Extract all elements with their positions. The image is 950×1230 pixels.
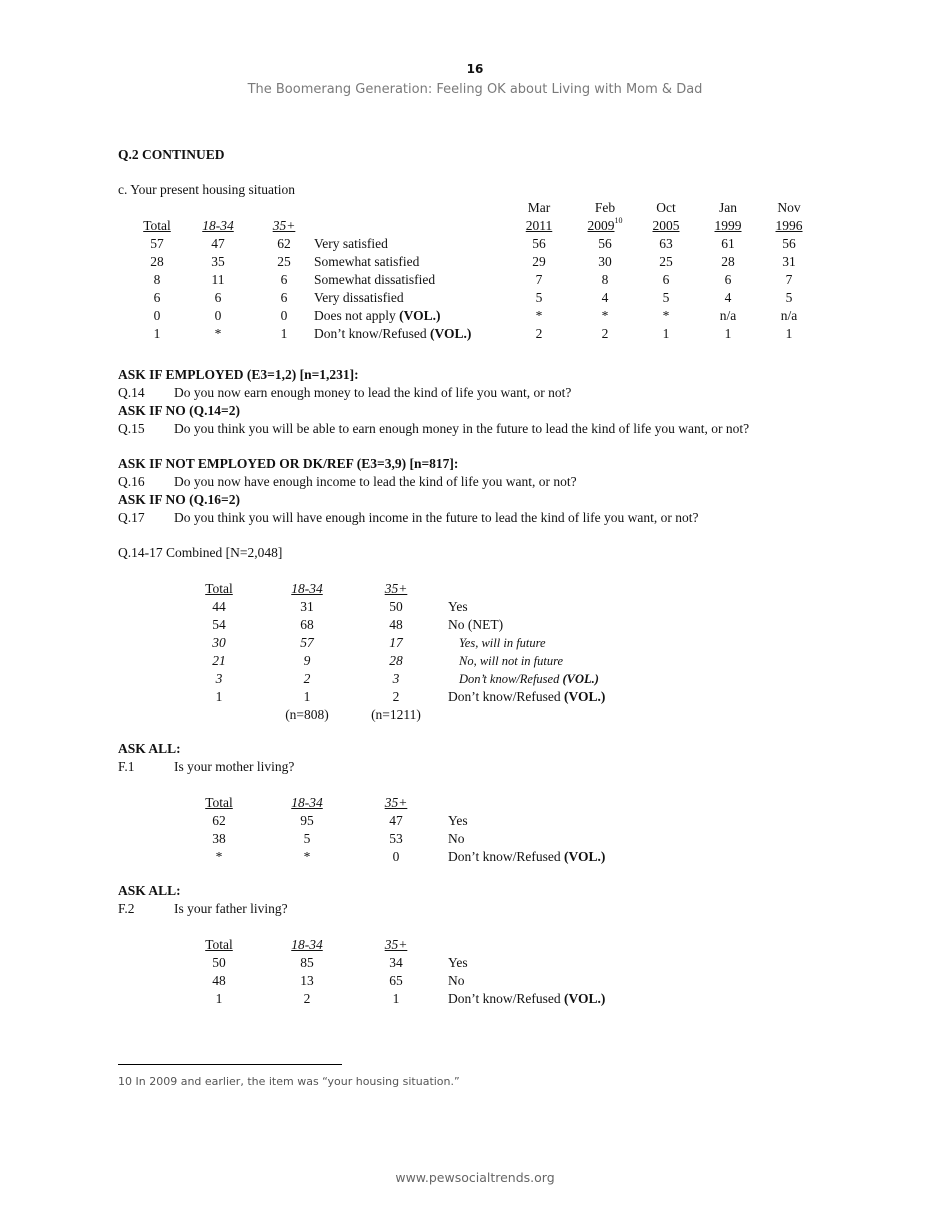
value-18-34: 2	[303, 991, 311, 1006]
trend-value: *	[535, 308, 543, 323]
row-label-text: Somewhat dissatisfied	[314, 272, 436, 287]
spacer	[426, 848, 448, 866]
f1-number: F.1	[118, 759, 135, 774]
spacer	[426, 972, 448, 990]
vol-marker: (VOL.)	[564, 689, 606, 704]
value-total: 3	[215, 671, 223, 686]
row-label	[314, 253, 508, 271]
trend-value: 5	[535, 290, 543, 305]
f2-text: Is your father living?	[174, 901, 288, 916]
trend-value: 61	[721, 236, 735, 251]
table-row	[190, 972, 638, 990]
row-label-text: Yes, will in future	[459, 636, 546, 650]
value-total: 28	[150, 254, 164, 269]
table-row	[132, 307, 814, 325]
spacer	[426, 812, 448, 830]
f2-table	[190, 936, 638, 1008]
col-top: Jan	[719, 200, 737, 215]
value-total: 6	[153, 290, 161, 305]
header-18-34: 18-34	[291, 937, 323, 952]
table-row	[132, 235, 814, 253]
header-total: Total	[205, 581, 233, 596]
page-number: 16	[466, 62, 484, 76]
value-35-plus: 2	[392, 689, 400, 704]
trend-value: *	[662, 308, 670, 323]
f1-header-row	[190, 794, 638, 812]
value-18-34: 95	[300, 813, 314, 828]
value-18-34: 35	[211, 254, 225, 269]
trend-value: 1	[724, 326, 732, 341]
trend-value: 6	[662, 272, 670, 287]
row-label-text: No	[448, 973, 465, 988]
trend-value: 29	[532, 254, 546, 269]
value-18-34: 6	[214, 290, 222, 305]
q2c-table	[132, 199, 814, 343]
value-35-plus: 6	[280, 272, 288, 287]
row-label	[314, 289, 508, 307]
spacer	[426, 670, 448, 688]
row-label-text: Don’t know/Refused	[459, 672, 563, 686]
trend-value: 2	[535, 326, 543, 341]
header-18-34: 18-34	[291, 795, 323, 810]
row-label	[314, 235, 508, 253]
row-label-text: Very satisfied	[314, 236, 388, 251]
f1-rows	[190, 812, 638, 866]
q16-text: Do you now have enough income to lead the kind of life you want, or not?	[174, 474, 577, 489]
combined-table	[190, 580, 638, 724]
vol-marker: (VOL.)	[562, 672, 599, 686]
f2-header-row	[190, 936, 638, 954]
row-label-text: Don’t know/Refused	[448, 849, 564, 864]
spacer	[426, 598, 448, 616]
table-row	[190, 670, 638, 688]
spacer	[426, 634, 448, 652]
row-label	[448, 634, 638, 652]
trend-value: 1	[662, 326, 670, 341]
row-label-text: Very dissatisfied	[314, 290, 404, 305]
table-row	[190, 954, 638, 972]
value-35-plus: 65	[389, 973, 403, 988]
row-label-text: Does not apply	[314, 308, 400, 323]
trend-value: 2	[601, 326, 609, 341]
row-label	[314, 325, 508, 343]
col-bottom: 2009	[587, 218, 615, 233]
trend-value: 1	[785, 326, 793, 341]
value-18-34: *	[214, 326, 222, 341]
table-row	[190, 598, 638, 616]
row-label-text: No	[448, 831, 465, 846]
f2	[118, 901, 288, 917]
trend-value: 56	[598, 236, 612, 251]
q14-number: Q.14	[118, 385, 145, 400]
q2c-year-row	[132, 199, 814, 217]
vol-marker: (VOL.)	[399, 308, 441, 323]
row-label	[314, 307, 508, 325]
trend-value: 63	[659, 236, 673, 251]
header-total: Total	[143, 218, 171, 233]
value-18-34: 5	[303, 831, 311, 846]
spacer	[426, 652, 448, 670]
q17-number: Q.17	[118, 510, 145, 525]
value-35-plus: 1	[280, 326, 288, 341]
value-35-plus: 62	[277, 236, 291, 251]
header-18-34: 18-34	[202, 218, 234, 233]
vol-marker: (VOL.)	[564, 991, 606, 1006]
col-top: Feb	[594, 200, 616, 215]
row-label	[448, 652, 638, 670]
table-row	[190, 848, 638, 866]
trend-value: 7	[785, 272, 793, 287]
ask-all-f1: ASK ALL:	[118, 741, 181, 756]
value-18-34: 31	[300, 599, 314, 614]
value-35-plus: 28	[389, 653, 403, 668]
header-total: Total	[205, 937, 233, 952]
ask-employed: ASK IF EMPLOYED (E3=1,2) [n=1,231]:	[118, 367, 359, 382]
table-row	[190, 652, 638, 670]
table-row	[132, 271, 814, 289]
value-18-34: 1	[303, 689, 311, 704]
value-total: 44	[212, 599, 226, 614]
col-top: Nov	[777, 200, 801, 215]
trend-value: 30	[598, 254, 612, 269]
trend-value: 56	[532, 236, 546, 251]
value-18-34: 13	[300, 973, 314, 988]
value-total: 62	[212, 813, 226, 828]
trend-value: 5	[662, 290, 670, 305]
q16-number: Q.16	[118, 474, 145, 489]
f2-rows	[190, 954, 638, 1008]
value-35-plus: 47	[389, 813, 403, 828]
q16	[118, 474, 577, 490]
q17	[118, 510, 699, 526]
row-label-text: Don’t know/Refused	[448, 689, 564, 704]
value-18-34: 0	[214, 308, 222, 323]
ask-all-f2: ASK ALL:	[118, 883, 181, 898]
value-total: 30	[212, 635, 226, 650]
q2c-header-row	[132, 217, 814, 235]
value-35-plus: 34	[389, 955, 403, 970]
value-35-plus: 53	[389, 831, 403, 846]
q14-text: Do you now earn enough money to lead the kind of life you want, or not?	[174, 385, 572, 400]
q15-number: Q.15	[118, 421, 145, 436]
row-label-text: Yes	[448, 599, 468, 614]
value-35-plus: 17	[389, 635, 403, 650]
f1-text: Is your mother living?	[174, 759, 295, 774]
value-35-plus: 50	[389, 599, 403, 614]
row-label	[448, 830, 638, 848]
trend-value: n/a	[780, 308, 798, 323]
value-18-34: 11	[211, 272, 225, 287]
col-bottom: 1996	[775, 218, 803, 233]
table-row	[190, 688, 638, 706]
col-bottom: 1999	[714, 218, 742, 233]
q15	[118, 421, 749, 437]
f1	[118, 759, 294, 775]
combined-label: Q.14-17 Combined [N=2,048]	[118, 545, 283, 560]
value-total: 54	[212, 617, 226, 632]
row-label-text: Don’t know/Refused	[314, 326, 430, 341]
n-18-34: (n=808)	[285, 707, 329, 722]
trend-value: n/a	[719, 308, 737, 323]
trend-value: 6	[724, 272, 732, 287]
header-total: Total	[205, 795, 233, 810]
q14	[118, 385, 571, 401]
f1-table	[190, 794, 638, 866]
ask-no-q16: ASK IF NO (Q.16=2)	[118, 492, 240, 507]
value-total: 1	[215, 991, 223, 1006]
combined-n-row	[190, 706, 638, 724]
spacer	[426, 954, 448, 972]
combined-header-row	[190, 580, 638, 598]
trend-value: 28	[721, 254, 735, 269]
value-total: 38	[212, 831, 226, 846]
value-18-34: 85	[300, 955, 314, 970]
row-label	[448, 616, 638, 634]
spacer	[426, 990, 448, 1008]
report-title: The Boomerang Generation: Feeling OK about Living with Mom & Dad	[247, 82, 703, 97]
trend-value: 31	[782, 254, 796, 269]
footnote	[118, 1075, 460, 1088]
spacer	[426, 830, 448, 848]
value-35-plus: 48	[389, 617, 403, 632]
value-total: 8	[153, 272, 161, 287]
value-35-plus: 0	[392, 849, 400, 864]
table-row	[190, 990, 638, 1008]
row-label	[448, 812, 638, 830]
row-label	[448, 688, 638, 706]
row-label	[448, 954, 638, 972]
table-row	[190, 812, 638, 830]
combined-rows	[190, 598, 638, 706]
value-35-plus: 3	[392, 671, 400, 686]
footnote-number: 10	[118, 1075, 132, 1088]
value-total: 50	[212, 955, 226, 970]
row-label	[448, 848, 638, 866]
row-label	[448, 598, 638, 616]
value-total: 0	[153, 308, 161, 323]
footnote-text: In 2009 and earlier, the item was “your housing situation.”	[132, 1075, 460, 1088]
row-label	[448, 972, 638, 990]
header-35-plus: 35+	[384, 581, 408, 596]
table-row	[190, 616, 638, 634]
value-35-plus: 25	[277, 254, 291, 269]
spacer	[426, 616, 448, 634]
f2-number: F.2	[118, 901, 135, 916]
col-top: Mar	[527, 200, 551, 215]
value-total: 1	[215, 689, 223, 704]
row-label-text: Don’t know/Refused	[448, 991, 564, 1006]
trend-value: 56	[782, 236, 796, 251]
table-row	[132, 253, 814, 271]
value-35-plus: 0	[280, 308, 288, 323]
trend-value: *	[601, 308, 609, 323]
row-label	[448, 990, 638, 1008]
col-bottom: 2005	[652, 218, 680, 233]
value-35-plus: 6	[280, 290, 288, 305]
table-row	[190, 830, 638, 848]
value-total: 57	[150, 236, 164, 251]
q2c-label: c. Your present housing situation	[118, 182, 295, 197]
trend-value: 25	[659, 254, 673, 269]
footnote-divider	[118, 1064, 342, 1065]
vol-marker: (VOL.)	[564, 849, 606, 864]
q2c-rows	[132, 235, 814, 343]
footer-url[interactable]: www.pewsocialtrends.org	[395, 1170, 555, 1185]
spacer	[426, 688, 448, 706]
value-18-34: 68	[300, 617, 314, 632]
col-top: Oct	[656, 200, 676, 215]
row-label-text: No (NET)	[448, 617, 504, 632]
trend-value: 7	[535, 272, 543, 287]
header-35-plus: 35+	[384, 795, 408, 810]
value-total: 1	[153, 326, 161, 341]
footnote-ref: 10	[614, 216, 623, 225]
row-label-text: Somewhat satisfied	[314, 254, 420, 269]
value-18-34: 9	[303, 653, 311, 668]
value-35-plus: 1	[392, 991, 400, 1006]
header-35-plus: 35+	[384, 937, 408, 952]
section-title: Q.2 CONTINUED	[118, 147, 225, 162]
value-total: 21	[212, 653, 226, 668]
n-35-plus: (n=1211)	[371, 707, 421, 722]
value-total: *	[215, 849, 223, 864]
trend-value: 5	[785, 290, 793, 305]
value-18-34: 47	[211, 236, 225, 251]
row-label-text: No, will not in future	[459, 654, 564, 668]
trend-value: 4	[601, 290, 609, 305]
row-label-text: Yes	[448, 813, 468, 828]
row-label-text: Yes	[448, 955, 468, 970]
ask-not-employed: ASK IF NOT EMPLOYED OR DK/REF (E3=3,9) [n=817]:	[118, 456, 459, 471]
q17-text: Do you think you will have enough income in the future to lead the kind of life you want, or not?	[174, 510, 699, 525]
ask-no-q14: ASK IF NO (Q.14=2)	[118, 403, 240, 418]
trend-value: 8	[601, 272, 609, 287]
table-row	[190, 634, 638, 652]
vol-marker: (VOL.)	[430, 326, 472, 341]
q15-text: Do you think you will be able to earn enough money in the future to lead the kind of life you want, or not?	[174, 421, 750, 436]
header-35-plus: 35+	[272, 218, 296, 233]
col-bottom: 2011	[525, 218, 553, 233]
table-row	[132, 325, 814, 343]
trend-value: 4	[724, 290, 732, 305]
value-18-34: *	[303, 849, 311, 864]
row-label	[448, 670, 638, 688]
value-18-34: 2	[303, 671, 311, 686]
table-row	[132, 289, 814, 307]
row-label	[314, 271, 508, 289]
header-18-34: 18-34	[291, 581, 323, 596]
value-total: 48	[212, 973, 226, 988]
value-18-34: 57	[300, 635, 314, 650]
